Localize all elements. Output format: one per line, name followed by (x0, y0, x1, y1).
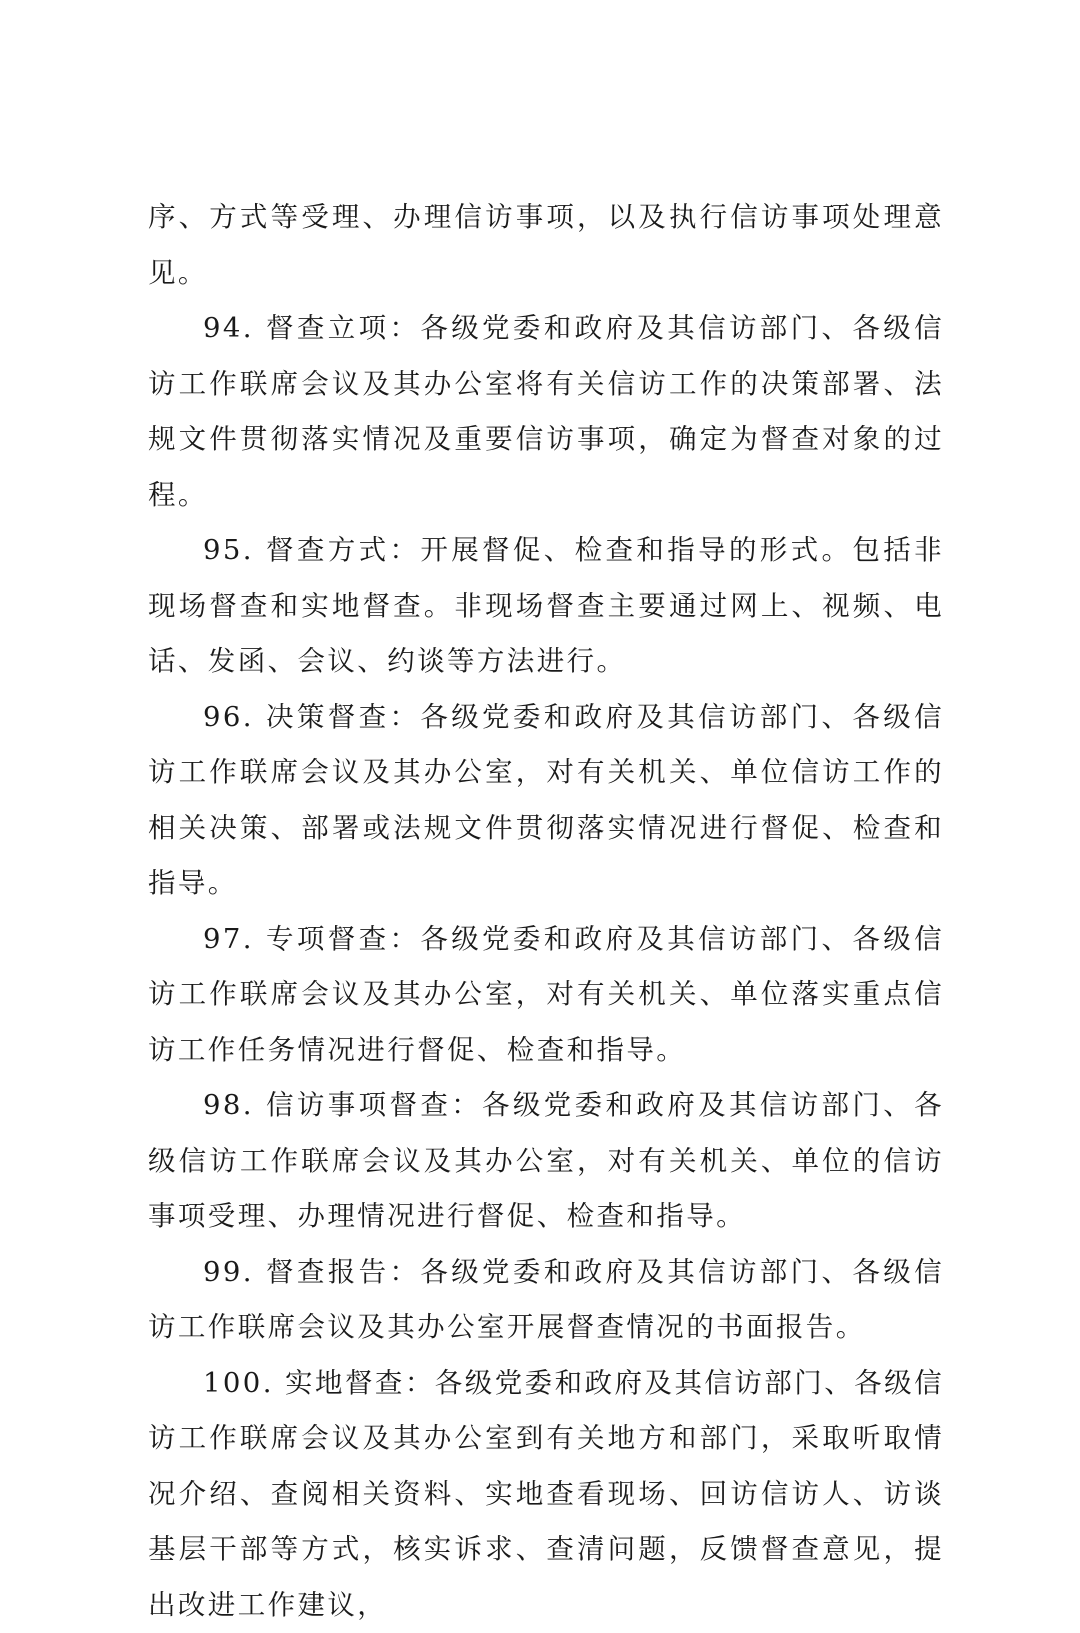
paragraph-94-supervision-initiation: 94. 督查立项：各级党委和政府及其信访部门、各级信访工作联席会议及其办公室将有关信访工作的决策部署、法规文件贯彻落实情况及重要信访事项，确定为督查对象的过程。 (148, 301, 944, 523)
paragraph-100-onsite-supervision: 100. 实地督查：各级党委和政府及其信访部门、各级信访工作联席会议及其办公室到有关地方和部门，采取听取情况介绍、查阅相关资料、实地查看现场、回访信访人、访谈基层干部等方式，核实诉求、查清问题，反馈督查意见，提出改进工作建议， (148, 1356, 944, 1633)
document-page (148, 190, 944, 1633)
paragraph-99-supervision-report: 99. 督查报告：各级党委和政府及其信访部门、各级信访工作联席会议及其办公室开展督查情况的书面报告。 (148, 1245, 944, 1356)
paragraph-97-special-supervision: 97. 专项督查：各级党委和政府及其信访部门、各级信访工作联席会议及其办公室，对有关机关、单位落实重点信访工作任务情况进行督促、检查和指导。 (148, 912, 944, 1079)
paragraph-98-petition-matter-supervision: 98. 信访事项督查：各级党委和政府及其信访部门、各级信访工作联席会议及其办公室，对有关机关、单位的信访事项受理、办理情况进行督促、检查和指导。 (148, 1078, 944, 1245)
paragraph-95-supervision-method: 95. 督查方式：开展督促、检查和指导的形式。包括非现场督查和实地督查。非现场督查主要通过网上、视频、电话、发函、会议、约谈等方法进行。 (148, 523, 944, 690)
paragraph-96-decision-supervision: 96. 决策督查：各级党委和政府及其信访部门、各级信访工作联席会议及其办公室，对有关机关、单位信访工作的相关决策、部署或法规文件贯彻落实情况进行督促、检查和指导。 (148, 690, 944, 912)
paragraph-continuation: 序、方式等受理、办理信访事项，以及执行信访事项处理意见。 (148, 190, 944, 301)
